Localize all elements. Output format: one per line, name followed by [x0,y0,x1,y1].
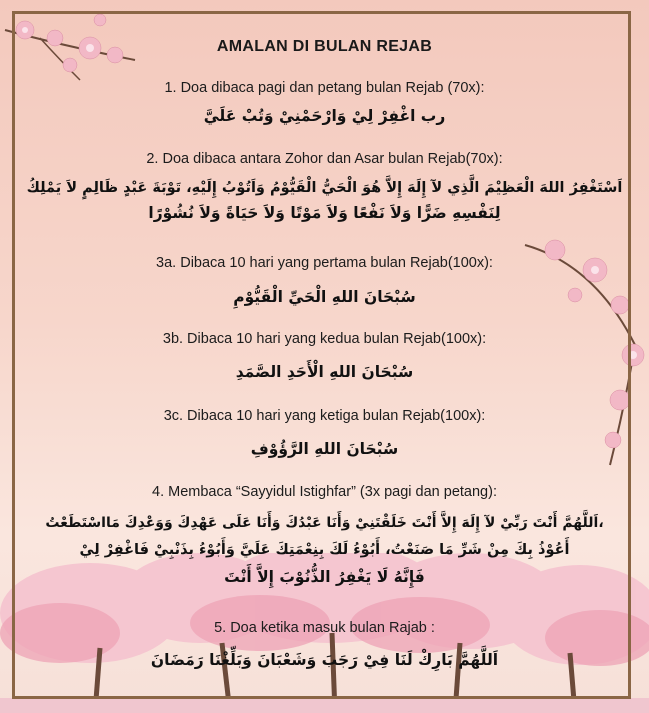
section-3b-heading: 3b. Dibaca 10 hari yang kedua bulan Rejab(100x): [162,331,487,347]
section-4-arabic-line-1: ،اَللَّهُمَّ أَنْتَ رَبِّيْ لآ إِلَهَ إِلاَّ أَنْتَ خَلَقْتَنِيْ وَأَنَا عَبْدُكَ وَأَنَا عَلَى عَهْدِكَ وَوَعْدِكَ مَااسْتَطَعْتُ [45,515,604,531]
section-2-heading: 2. Doa dibaca antara Zohor dan Asar bulan Rejab(70x): [146,151,503,167]
section-4-heading: 4. Membaca “Sayyidul Istighfar” (3x pagi dan petang): [152,484,497,500]
section-5-arabic: اَللَّهُمَّ بَارِكْ لَنَا فِيْ رَجَبَ وَشَعْبَانَ وَبَلِّغْنَا رَمَضَانَ [150,651,499,669]
page-title: AMALAN DI BULAN REJAB [216,38,433,55]
section-1-heading: 1. Doa dibaca pagi dan petang bulan Rejab (70x): [164,80,485,96]
section-3a-arabic: سُبْحَانَ اللهِ الْحَيِّ الْقَيُّوْمِ [233,288,416,306]
section-1-arabic: رب اغْفِرْ لِيْ وَارْحَمْنِيْ وَتُبْ عَلَيَّ [203,107,446,125]
section-3c-arabic: سُبْحَانَ اللهِ الرَّؤُوْفِ [250,440,399,458]
section-2-arabic-line-1: اَسْتَغْفِرُ اللهَ الْعَظِيْمَ الَّذِي لآ إِلَهَ إِلاَّ هُوَ الْحَيُّ الْقَيُّوْمُ وَاَتُوْبُ إِلَيْهِ، تَوْبَةَ عَبْدٍ ظَالِمٍ لاَ يَمْلِكُ [26,180,623,196]
section-3b-arabic: سُبْحَانَ اللهِ الْأَحَدِ الصَّمَدِ [235,363,414,381]
section-3c-heading: 3c. Dibaca 10 hari yang ketiga bulan Rejab(100x): [163,408,486,424]
section-2-arabic-line-2: لِنَفْسِهِ ضَرًّا وَلاَ نَفْعًا وَلاَ مَوْتًا وَلاَ حَيَاةً وَلاَ نُشُوْرًا [148,204,501,222]
section-4-arabic-line-3: فَإِنَّهُ لَا يَغْفِرُ الذُّنُوْبَ إِلاَّ أَنْتَ [224,568,425,586]
section-4-arabic-line-2: أَعُوْذُ بِكَ مِنْ شَرِّ مَا صَنَعْتُ، أَبُوْءُ لَكَ بِنِعْمَتِكَ عَلَيَّ وَأَبُوْءُ بِذَنْبِيْ فَاغْفِرْ لِيْ [79,542,570,558]
poster-content [14,14,635,698]
section-3a-heading: 3a. Dibaca 10 hari yang pertama bulan Rejab(100x): [156,255,493,271]
section-5-heading: 5. Doa ketika masuk bulan Rajab : [214,620,435,636]
